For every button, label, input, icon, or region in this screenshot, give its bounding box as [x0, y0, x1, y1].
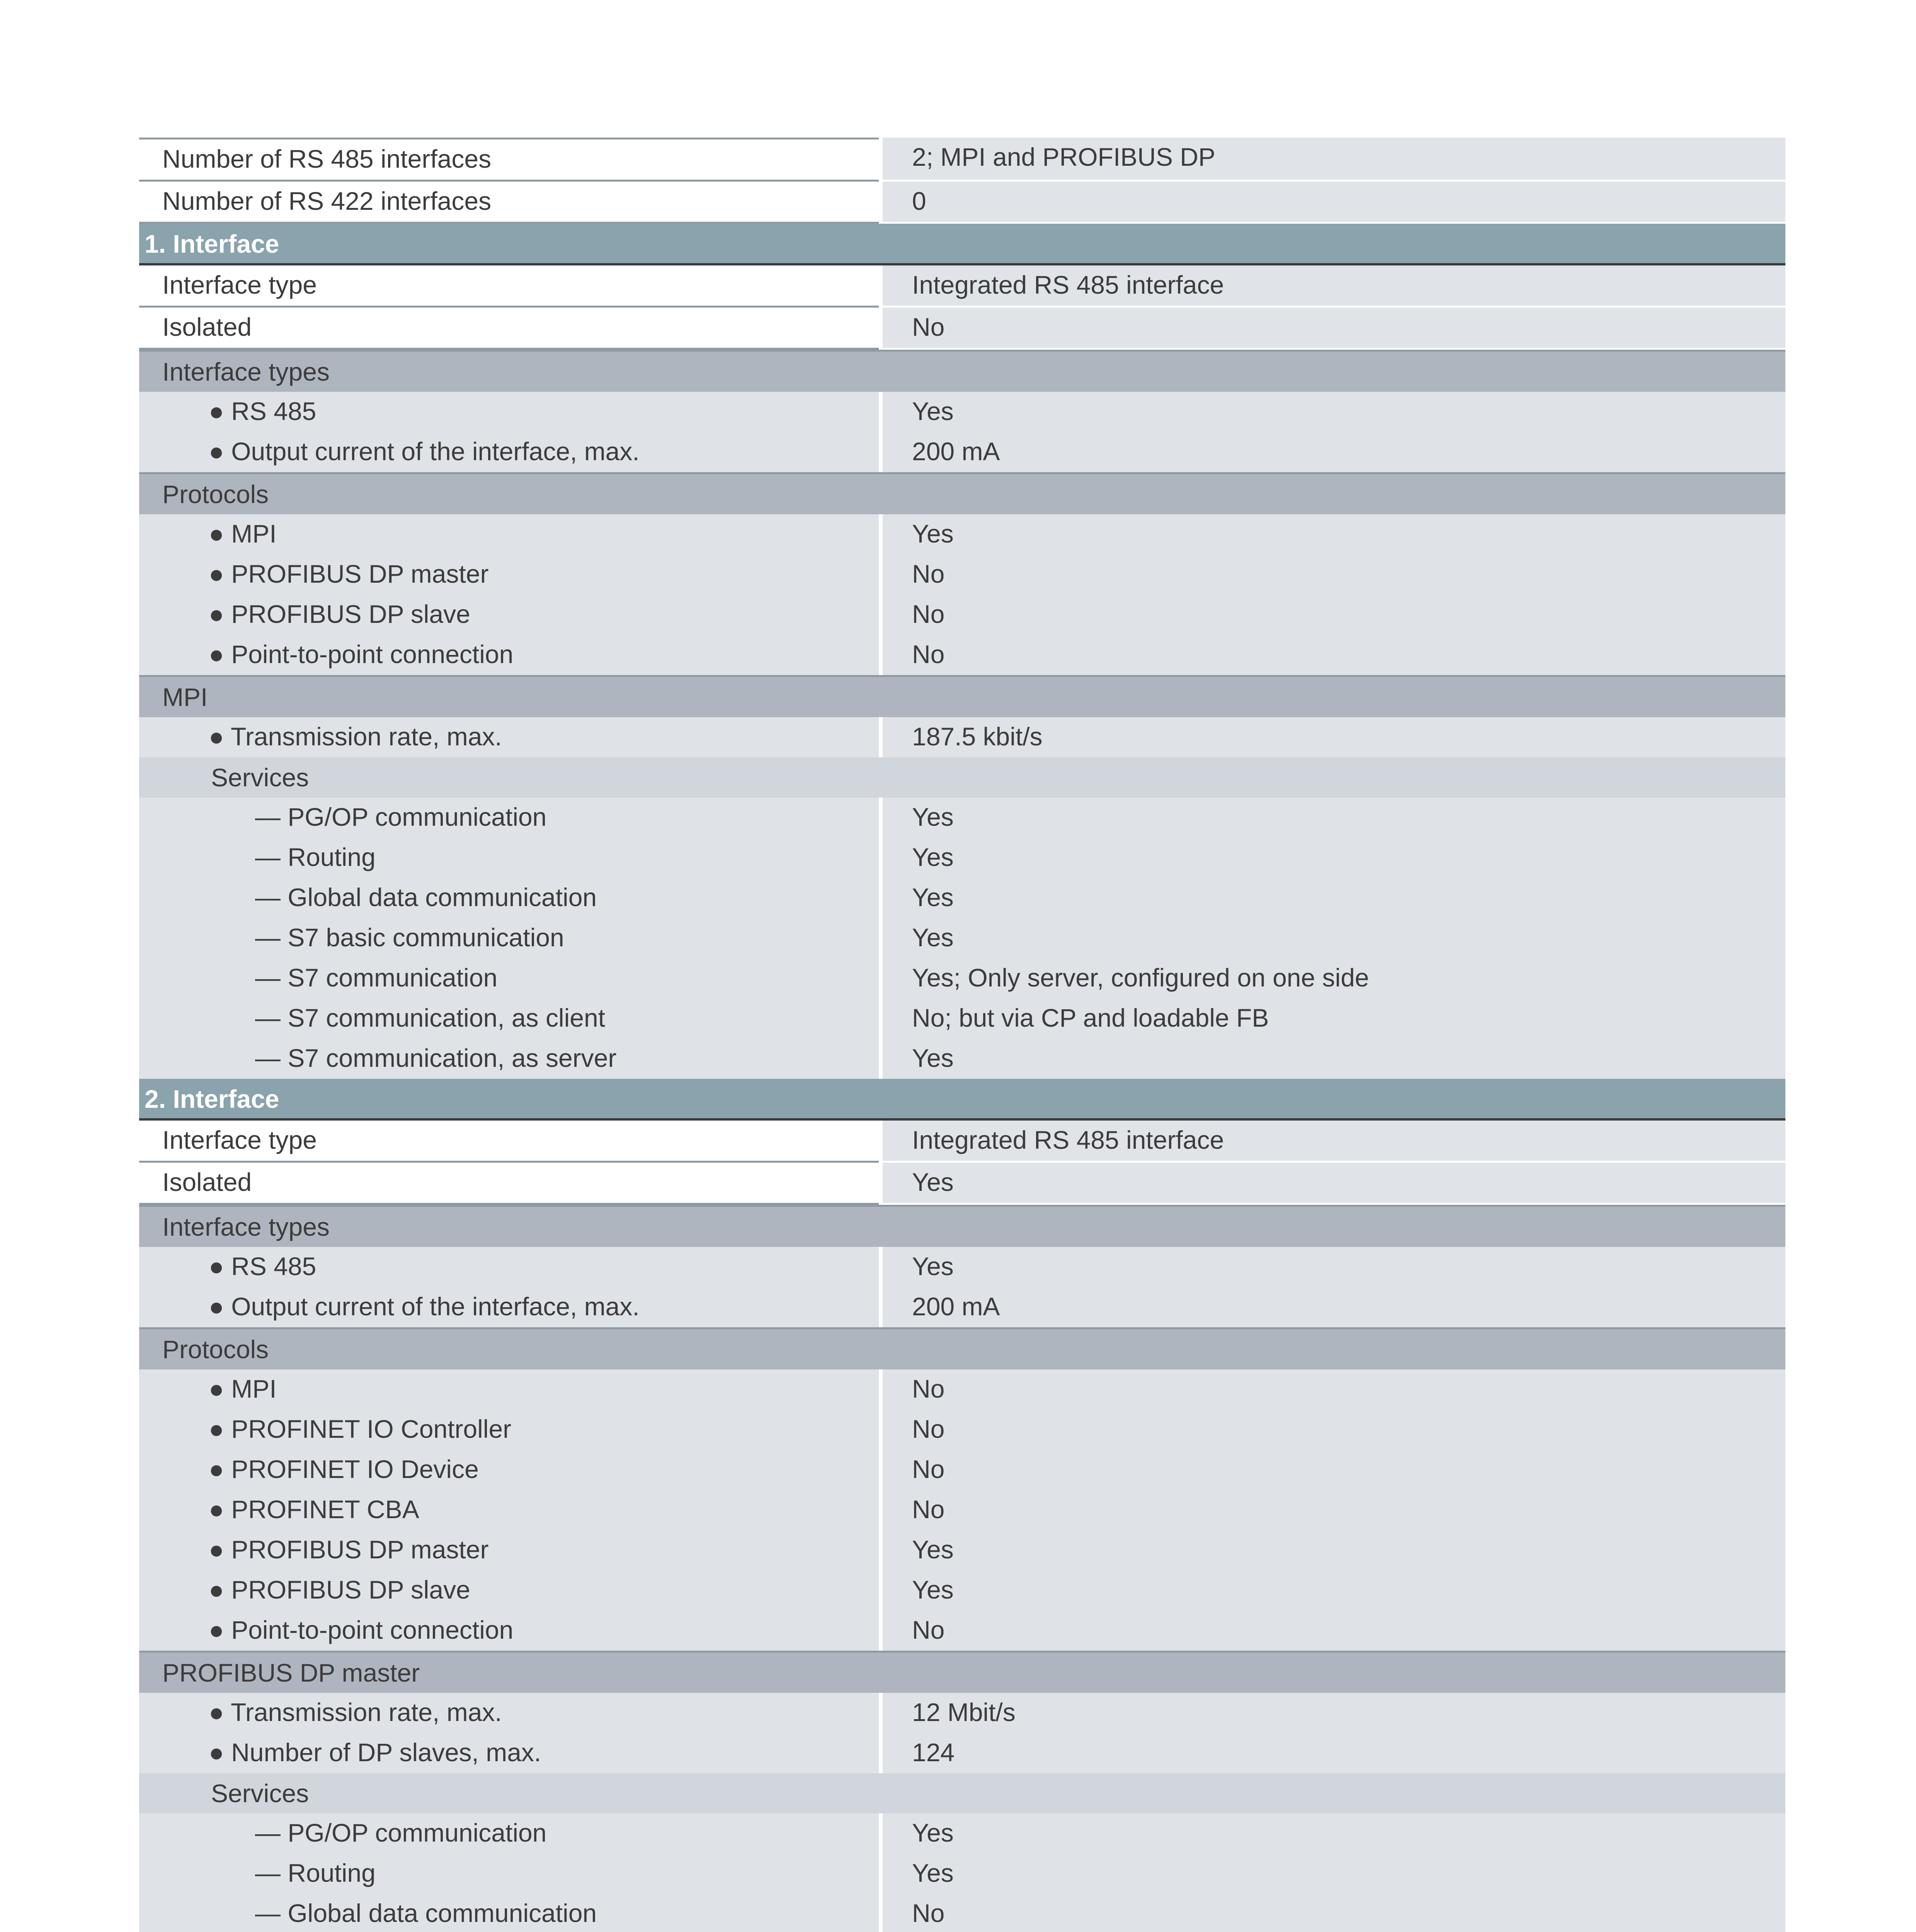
- spec-label: ● MPI: [139, 514, 879, 554]
- spec-value: No: [883, 1450, 1785, 1490]
- spec-label: Number of RS 485 interfaces: [139, 138, 879, 182]
- spec-row: [139, 308, 1785, 350]
- spec-label: ● Transmission rate, max.: [139, 717, 879, 757]
- spec-label: ● Point-to-point connection: [139, 1611, 879, 1651]
- spec-value: No; but via CP and loadable FB: [883, 998, 1785, 1039]
- spec-label: — S7 communication, as client: [139, 998, 879, 1039]
- spec-value: No: [883, 1410, 1785, 1450]
- spec-label: ● PROFINET CBA: [139, 1490, 879, 1530]
- spec-row: [139, 958, 1785, 998]
- spec-row: [139, 1039, 1785, 1079]
- spec-label: — S7 basic communication: [139, 918, 879, 958]
- spec-label: — Routing: [139, 838, 879, 878]
- spec-value: 12 Mbit/s: [883, 1693, 1785, 1733]
- spec-label: Number of RS 422 interfaces: [139, 182, 879, 224]
- spec-value: Yes: [883, 1163, 1785, 1205]
- spec-label: ● RS 485: [139, 1247, 879, 1287]
- spec-row: [139, 1287, 1785, 1327]
- spec-row: [139, 1854, 1785, 1894]
- spec-value: Yes: [883, 392, 1785, 432]
- spec-value: Yes: [883, 514, 1785, 554]
- spec-label: ● Output current of the interface, max.: [139, 1287, 879, 1327]
- spec-row: [139, 182, 1785, 224]
- spec-row: [139, 878, 1785, 918]
- spec-value: Yes: [883, 1530, 1785, 1570]
- spec-row: [139, 595, 1785, 635]
- spec-label: ● RS 485: [139, 392, 879, 432]
- spec-row: [139, 918, 1785, 958]
- spec-value: Yes: [883, 1570, 1785, 1611]
- spec-row: [139, 998, 1785, 1039]
- spec-value: 200 mA: [883, 1287, 1785, 1327]
- spec-label: Isolated: [139, 1163, 879, 1205]
- spec-row: [139, 265, 1785, 308]
- spec-row: [139, 1813, 1785, 1854]
- spec-row: [139, 1121, 1785, 1163]
- spec-label: Isolated: [139, 308, 879, 350]
- spec-table: [139, 138, 1785, 1932]
- spec-row: [139, 554, 1785, 595]
- spec-value: Yes: [883, 1854, 1785, 1894]
- spec-row: [139, 1247, 1785, 1287]
- spec-row: [139, 717, 1785, 757]
- spec-row: [139, 1530, 1785, 1570]
- spec-row: [139, 1570, 1785, 1611]
- spec-row: [139, 138, 1785, 182]
- spec-label: — S7 communication: [139, 958, 879, 998]
- spec-label: ● Output current of the interface, max.: [139, 432, 879, 472]
- subgroup-header: Services: [139, 1773, 1785, 1813]
- spec-row: [139, 514, 1785, 554]
- spec-row: [139, 392, 1785, 432]
- spec-value: Yes: [883, 1247, 1785, 1287]
- spec-row: [139, 1163, 1785, 1205]
- subgroup-header: Services: [139, 757, 1785, 798]
- spec-value: Yes: [883, 1039, 1785, 1079]
- spec-label: ● Number of DP slaves, max.: [139, 1733, 879, 1773]
- spec-row: [139, 798, 1785, 838]
- spec-row: [139, 1894, 1785, 1932]
- spec-label: — Global data communication: [139, 1894, 879, 1932]
- spec-value: No: [883, 1611, 1785, 1651]
- spec-value: 0: [883, 182, 1785, 224]
- spec-label: — PG/OP communication: [139, 798, 879, 838]
- section-header: 2. Interface: [139, 1079, 1785, 1121]
- spec-value: Yes: [883, 1813, 1785, 1854]
- spec-value: No: [883, 1490, 1785, 1530]
- spec-label: ● PROFIBUS DP master: [139, 554, 879, 595]
- spec-label: ● PROFINET IO Device: [139, 1450, 879, 1490]
- spec-row: [139, 432, 1785, 472]
- spec-value: No: [883, 308, 1785, 350]
- spec-label: Interface type: [139, 1121, 879, 1163]
- spec-label: ● PROFIBUS DP master: [139, 1530, 879, 1570]
- spec-label: ● PROFINET IO Controller: [139, 1410, 879, 1450]
- spec-value: Yes: [883, 918, 1785, 958]
- spec-value: Yes: [883, 798, 1785, 838]
- spec-row: [139, 1450, 1785, 1490]
- spec-label: ● Transmission rate, max.: [139, 1693, 879, 1733]
- spec-value: 2; MPI and PROFIBUS DP: [883, 138, 1785, 182]
- spec-value: Yes; Only server, configured on one side: [883, 958, 1785, 998]
- spec-value: Integrated RS 485 interface: [883, 1121, 1785, 1163]
- spec-row: [139, 1369, 1785, 1410]
- spec-row: [139, 1733, 1785, 1773]
- spec-label: ● PROFIBUS DP slave: [139, 1570, 879, 1611]
- spec-row: [139, 1611, 1785, 1651]
- spec-row: [139, 1693, 1785, 1733]
- spec-label: ● Point-to-point connection: [139, 635, 879, 675]
- spec-value: No: [883, 1369, 1785, 1410]
- spec-value: No: [883, 595, 1785, 635]
- spec-row: [139, 838, 1785, 878]
- spec-value: No: [883, 635, 1785, 675]
- group-header: Interface types: [139, 350, 1785, 392]
- spec-value: Yes: [883, 838, 1785, 878]
- spec-row: [139, 635, 1785, 675]
- group-header: Protocols: [139, 472, 1785, 514]
- spec-row: [139, 1490, 1785, 1530]
- spec-value: 124: [883, 1733, 1785, 1773]
- group-header: PROFIBUS DP master: [139, 1651, 1785, 1693]
- spec-value: No: [883, 554, 1785, 595]
- spec-value: Integrated RS 485 interface: [883, 265, 1785, 308]
- spec-label: — Global data communication: [139, 878, 879, 918]
- group-header: Protocols: [139, 1327, 1785, 1369]
- spec-value: 187.5 kbit/s: [883, 717, 1785, 757]
- spec-label: ● PROFIBUS DP slave: [139, 595, 879, 635]
- spec-value: Yes: [883, 878, 1785, 918]
- spec-row: [139, 1410, 1785, 1450]
- section-header: 1. Interface: [139, 224, 1785, 265]
- spec-label: — S7 communication, as server: [139, 1039, 879, 1079]
- group-header: Interface types: [139, 1205, 1785, 1247]
- spec-value: No: [883, 1894, 1785, 1932]
- group-header: MPI: [139, 675, 1785, 717]
- spec-label: — Routing: [139, 1854, 879, 1894]
- spec-label: — PG/OP communication: [139, 1813, 879, 1854]
- spec-label: ● MPI: [139, 1369, 879, 1410]
- spec-label: Interface type: [139, 265, 879, 308]
- spec-value: 200 mA: [883, 432, 1785, 472]
